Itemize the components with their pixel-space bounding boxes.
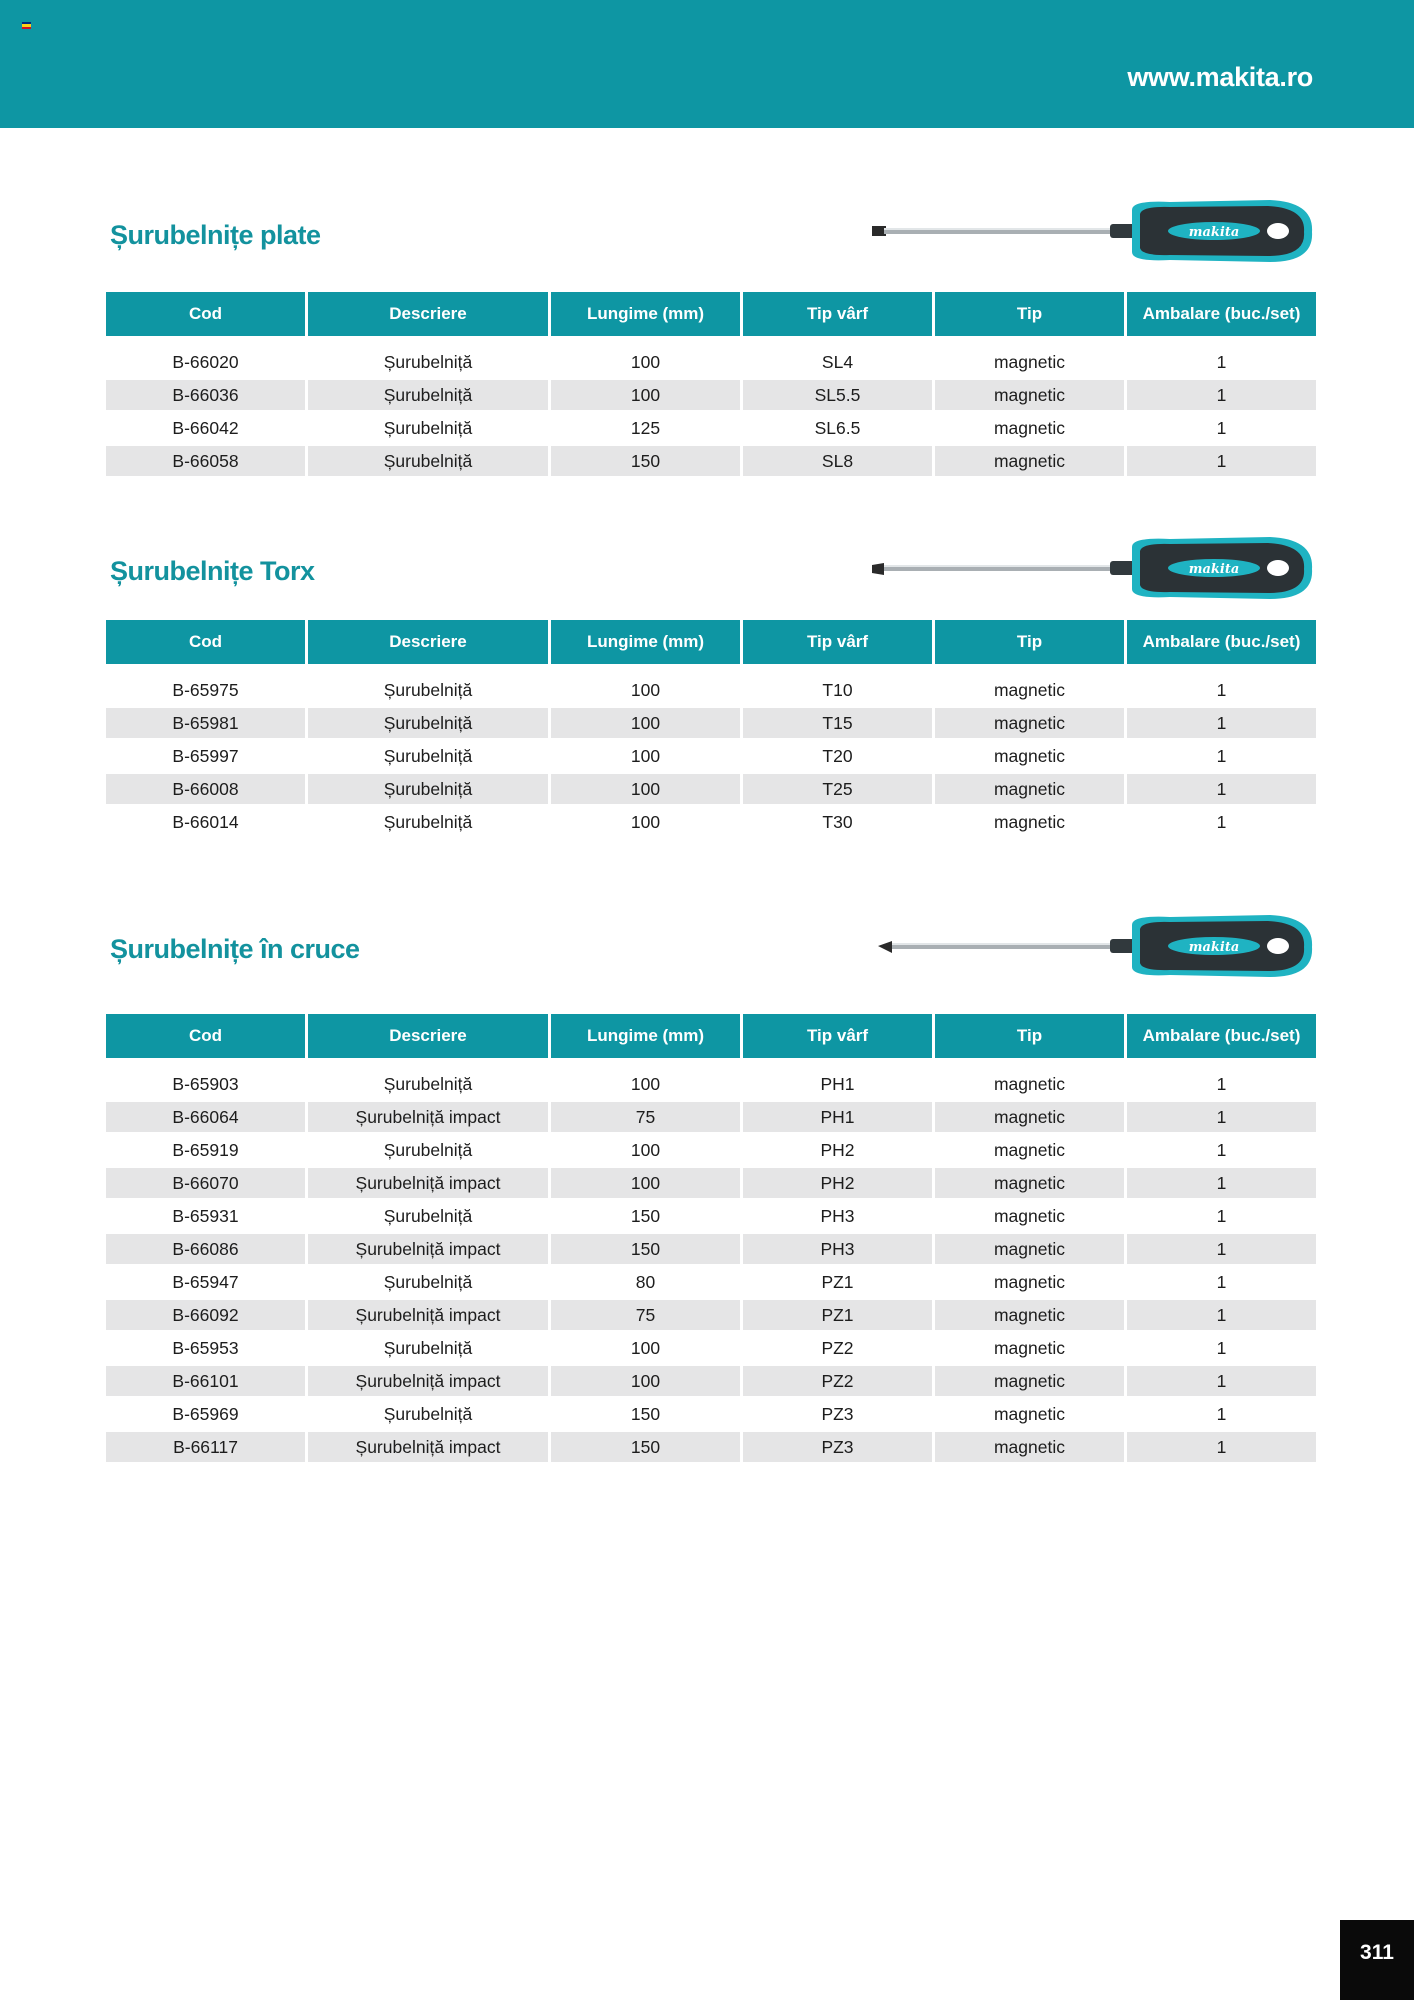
cell-code: B-65969: [106, 1399, 305, 1432]
cell-code: B-66117: [106, 1432, 305, 1465]
makita-logo: makita: [1188, 225, 1240, 240]
table-row: [106, 807, 1316, 840]
page-number: 311: [1340, 1920, 1414, 2000]
flag-stripe: [22, 27, 31, 29]
cell-tip: PH2: [743, 1135, 932, 1168]
cell-description: Șurubelniță impact: [308, 1102, 548, 1135]
page-header: [0, 0, 1414, 128]
cell-description: Șurubelniță: [308, 1135, 548, 1168]
table-row: [106, 380, 1316, 413]
cell-packaging: 1: [1127, 347, 1316, 380]
table-row: [106, 1333, 1316, 1366]
cell-packaging: 1: [1127, 708, 1316, 741]
table-header-row: [106, 620, 1316, 675]
column-header: Cod: [106, 620, 305, 675]
cell-tip: PZ1: [743, 1267, 932, 1300]
table-row: [106, 1267, 1316, 1300]
cell-packaging: 1: [1127, 446, 1316, 479]
cell-tip: PZ2: [743, 1333, 932, 1366]
cell-tip: T25: [743, 774, 932, 807]
romanian-flag-icon: [22, 22, 31, 29]
table-row: [106, 1234, 1316, 1267]
table-row: [106, 708, 1316, 741]
column-header: Descriere: [308, 292, 548, 347]
cell-tip: SL8: [743, 446, 932, 479]
flat-screwdriver-icon: [870, 196, 1316, 273]
cell-code: B-66058: [106, 446, 305, 479]
cell-type: magnetic: [935, 1069, 1124, 1102]
cell-code: B-66008: [106, 774, 305, 807]
cell-tip: PZ2: [743, 1366, 932, 1399]
cell-packaging: 1: [1127, 807, 1316, 840]
cell-length: 100: [551, 1168, 740, 1201]
cell-description: Șurubelniță impact: [308, 1366, 548, 1399]
spec-table: [103, 292, 1319, 479]
cell-packaging: 1: [1127, 1399, 1316, 1432]
cell-tip: PH3: [743, 1234, 932, 1267]
cell-length: 150: [551, 1399, 740, 1432]
cell-length: 150: [551, 446, 740, 479]
cell-packaging: 1: [1127, 1300, 1316, 1333]
column-header: Lungime (mm): [551, 620, 740, 675]
cell-length: 100: [551, 807, 740, 840]
cell-tip: PH2: [743, 1168, 932, 1201]
cell-type: magnetic: [935, 741, 1124, 774]
column-header: Lungime (mm): [551, 292, 740, 347]
cell-type: magnetic: [935, 1366, 1124, 1399]
table-row: [106, 347, 1316, 380]
cell-packaging: 1: [1127, 1135, 1316, 1168]
cell-packaging: 1: [1127, 1366, 1316, 1399]
cell-length: 100: [551, 1333, 740, 1366]
column-header: Ambalare (buc./set): [1127, 620, 1316, 675]
cell-tip: PZ3: [743, 1399, 932, 1432]
cell-tip: SL4: [743, 347, 932, 380]
cell-code: B-66101: [106, 1366, 305, 1399]
cell-type: magnetic: [935, 1201, 1124, 1234]
spec-table: [103, 1014, 1319, 1465]
cell-description: Șurubelniță: [308, 1201, 548, 1234]
cell-packaging: 1: [1127, 1069, 1316, 1102]
cell-code: B-66070: [106, 1168, 305, 1201]
cell-description: Șurubelniță impact: [308, 1168, 548, 1201]
section-title: Șurubelnițe plate: [110, 220, 321, 250]
cell-packaging: 1: [1127, 413, 1316, 446]
cell-tip: PH1: [743, 1069, 932, 1102]
cell-type: magnetic: [935, 1432, 1124, 1465]
cell-description: Șurubelniță: [308, 446, 548, 479]
cell-packaging: 1: [1127, 1201, 1316, 1234]
cell-type: magnetic: [935, 774, 1124, 807]
cell-packaging: 1: [1127, 1333, 1316, 1366]
cell-description: Șurubelniță: [308, 741, 548, 774]
cell-tip: PZ1: [743, 1300, 932, 1333]
cell-code: B-66086: [106, 1234, 305, 1267]
cell-code: B-65975: [106, 675, 305, 708]
cell-code: B-66036: [106, 380, 305, 413]
cell-type: magnetic: [935, 807, 1124, 840]
cell-packaging: 1: [1127, 741, 1316, 774]
cell-description: Șurubelniță impact: [308, 1300, 548, 1333]
cell-tip: T10: [743, 675, 932, 708]
cross-screwdriver-icon: [870, 911, 1316, 988]
cell-description: Șurubelniță: [308, 708, 548, 741]
table-row: [106, 1432, 1316, 1465]
cell-length: 125: [551, 413, 740, 446]
cell-tip: PH1: [743, 1102, 932, 1135]
cell-description: Șurubelniță: [308, 1333, 548, 1366]
cell-code: B-66014: [106, 807, 305, 840]
column-header: Descriere: [308, 1014, 548, 1069]
cell-packaging: 1: [1127, 1234, 1316, 1267]
makita-logo: makita: [1188, 940, 1240, 955]
cell-description: Șurubelniță: [308, 774, 548, 807]
cell-length: 100: [551, 1069, 740, 1102]
cell-length: 100: [551, 774, 740, 807]
cell-code: B-66042: [106, 413, 305, 446]
column-header: Tip vârf: [743, 292, 932, 347]
cell-packaging: 1: [1127, 1102, 1316, 1135]
table-row: [106, 741, 1316, 774]
cell-description: Șurubelniță impact: [308, 1234, 548, 1267]
cell-tip: T30: [743, 807, 932, 840]
section-title: Șurubelnițe în cruce: [110, 934, 360, 964]
cell-code: B-65981: [106, 708, 305, 741]
cell-tip: T15: [743, 708, 932, 741]
cell-type: magnetic: [935, 380, 1124, 413]
cell-tip: PZ3: [743, 1432, 932, 1465]
table-row: [106, 1069, 1316, 1102]
torx-screwdriver-icon: [870, 533, 1316, 610]
cell-code: B-65947: [106, 1267, 305, 1300]
table-row: [106, 1201, 1316, 1234]
cell-tip: PH3: [743, 1201, 932, 1234]
cell-type: magnetic: [935, 1135, 1124, 1168]
table-row: [106, 1300, 1316, 1333]
cell-description: Șurubelniță: [308, 347, 548, 380]
cell-tip: SL6.5: [743, 413, 932, 446]
cell-code: B-66020: [106, 347, 305, 380]
cell-packaging: 1: [1127, 1168, 1316, 1201]
cell-code: B-65931: [106, 1201, 305, 1234]
cell-length: 150: [551, 1234, 740, 1267]
cell-length: 100: [551, 1135, 740, 1168]
cell-length: 100: [551, 1366, 740, 1399]
cell-code: B-66064: [106, 1102, 305, 1135]
column-header: Tip: [935, 292, 1124, 347]
cell-description: Șurubelniță: [308, 1399, 548, 1432]
column-header: Ambalare (buc./set): [1127, 1014, 1316, 1069]
cell-packaging: 1: [1127, 1432, 1316, 1465]
cell-type: magnetic: [935, 1333, 1124, 1366]
cell-type: magnetic: [935, 1168, 1124, 1201]
cell-length: 100: [551, 708, 740, 741]
column-header: Descriere: [308, 620, 548, 675]
column-header: Cod: [106, 292, 305, 347]
section-title: Șurubelnițe Torx: [110, 556, 315, 586]
cell-description: Șurubelniță: [308, 413, 548, 446]
cell-length: 75: [551, 1102, 740, 1135]
table-header-row: [106, 1014, 1316, 1069]
makita-logo: makita: [1188, 562, 1240, 577]
column-header: Tip: [935, 1014, 1124, 1069]
cell-length: 100: [551, 741, 740, 774]
cell-type: magnetic: [935, 708, 1124, 741]
cell-code: B-65919: [106, 1135, 305, 1168]
table-row: [106, 675, 1316, 708]
column-header: Tip vârf: [743, 620, 932, 675]
cell-description: Șurubelniță: [308, 675, 548, 708]
column-header: Lungime (mm): [551, 1014, 740, 1069]
cell-length: 100: [551, 380, 740, 413]
cell-packaging: 1: [1127, 380, 1316, 413]
cell-length: 75: [551, 1300, 740, 1333]
cell-code: B-66092: [106, 1300, 305, 1333]
cell-code: B-65997: [106, 741, 305, 774]
spec-table: [103, 620, 1319, 840]
table-header-row: [106, 292, 1316, 347]
cell-packaging: 1: [1127, 675, 1316, 708]
column-header: Tip: [935, 620, 1124, 675]
cell-length: 80: [551, 1267, 740, 1300]
table-row: [106, 413, 1316, 446]
cell-code: B-65903: [106, 1069, 305, 1102]
column-header: Tip vârf: [743, 1014, 932, 1069]
cell-description: Șurubelniță: [308, 1267, 548, 1300]
cell-type: magnetic: [935, 675, 1124, 708]
table-row: [106, 774, 1316, 807]
cell-type: magnetic: [935, 413, 1124, 446]
cell-tip: SL5.5: [743, 380, 932, 413]
table-row: [106, 1399, 1316, 1432]
cell-packaging: 1: [1127, 1267, 1316, 1300]
cell-type: magnetic: [935, 1234, 1124, 1267]
column-header: Cod: [106, 1014, 305, 1069]
cell-description: Șurubelniță: [308, 807, 548, 840]
cell-description: Șurubelniță: [308, 380, 548, 413]
cell-length: 100: [551, 675, 740, 708]
cell-type: magnetic: [935, 1102, 1124, 1135]
table-row: [106, 1135, 1316, 1168]
cell-packaging: 1: [1127, 774, 1316, 807]
table-row: [106, 1168, 1316, 1201]
cell-description: Șurubelniță impact: [308, 1432, 548, 1465]
cell-type: magnetic: [935, 1399, 1124, 1432]
table-row: [106, 1102, 1316, 1135]
cell-description: Șurubelniță: [308, 1069, 548, 1102]
table-row: [106, 446, 1316, 479]
cell-type: magnetic: [935, 347, 1124, 380]
table-row: [106, 1366, 1316, 1399]
cell-tip: T20: [743, 741, 932, 774]
cell-type: magnetic: [935, 1267, 1124, 1300]
column-header: Ambalare (buc./set): [1127, 292, 1316, 347]
website-url[interactable]: www.makita.ro: [1127, 62, 1313, 92]
cell-length: 100: [551, 347, 740, 380]
cell-length: 150: [551, 1432, 740, 1465]
cell-type: magnetic: [935, 446, 1124, 479]
cell-type: magnetic: [935, 1300, 1124, 1333]
cell-code: B-65953: [106, 1333, 305, 1366]
cell-length: 150: [551, 1201, 740, 1234]
